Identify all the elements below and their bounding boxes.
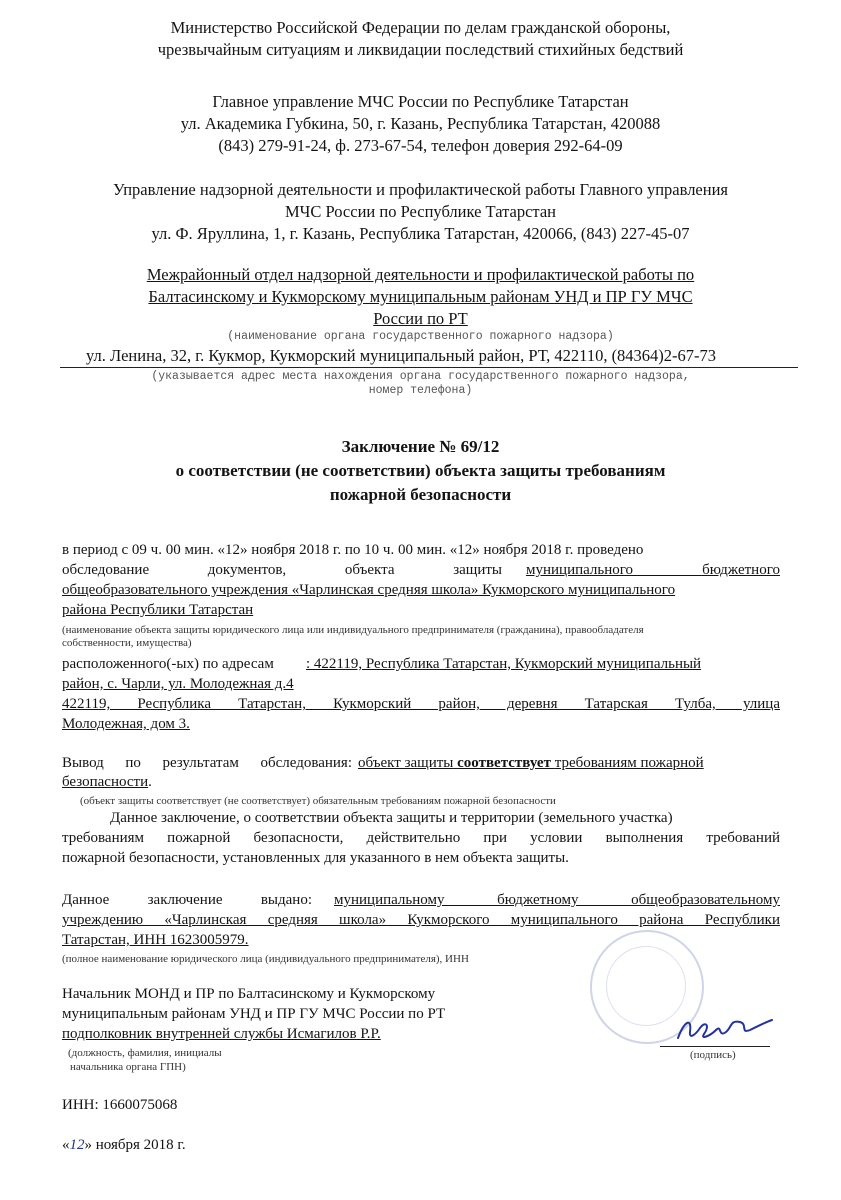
signer-caption-line-1: (должность, фамилия, инициалы <box>68 1047 222 1059</box>
und-line-2: МЧС России по Республике Татарстан <box>284 202 556 221</box>
mond-address-underline <box>60 367 798 368</box>
conclusion-result <box>358 754 704 773</box>
address-1-part-2: район, с. Чарли, ул. Молодежная д.4 <box>62 676 294 692</box>
issued-lead: Данное заключение выдано: <box>62 892 312 908</box>
mond-line-3: России по РТ <box>373 309 468 328</box>
object-name-line-2: общеобразовательного учреждения «Чарлинская средняя школа» Кукморского муниципального <box>62 582 676 598</box>
conclusion-number: Заключение № 69/12 <box>341 437 500 456</box>
und-line-1: Управление надзорной деятельности и профилактической работы Главного управления <box>112 180 729 199</box>
signer-line-3 <box>62 1025 381 1044</box>
gu-phones: (843) 279-91-24, ф. 273-67-54, телефон доверия 292-64-09 <box>218 136 623 155</box>
address-2-line-1: 422119, Республика Татарстан, Кукморский район, деревня Татарская Тулба, улица <box>62 696 780 712</box>
signer-name: подполковник внутренней службы Исмагилов Р.Р. <box>62 1026 381 1042</box>
address-caption-line-1: (указывается адрес места нахождения органа государственного пожарного надзора, <box>151 370 690 383</box>
conclusion-lead: Вывод по результатам обследования: <box>62 755 352 771</box>
mond-address: ул. Ленина, 32, г. Кукмор, Кукморский муниципальный район, РТ, 422110, (84364)2-67-73 <box>86 346 717 365</box>
organization-inn: ИНН: 1660075068 <box>62 1097 178 1113</box>
issued-caption: (полное наименование юридического лица (индивидуального предпринимателя), ИНН <box>62 953 469 965</box>
mond-line-1: Межрайонный отдел надзорной деятельности и профилактической работы по <box>146 265 695 284</box>
conclusion-line-2-text: безопасности <box>62 774 149 790</box>
signer-line-2: муниципальным районам УНД и ПР ГУ МЧС России по РТ <box>62 1006 446 1022</box>
object-caption-line-1: (наименование объекта защиты юридического лица или индивидуального предпринимателя (гражданина), правообладателя <box>62 624 644 636</box>
address-2-line-2: Молодежная, дом 3. <box>62 716 190 732</box>
conclusion-line-2-dot: . <box>148 774 152 790</box>
signature-line <box>660 1046 770 1047</box>
gu-name: Главное управление МЧС России по Республике Татарстан <box>212 92 629 111</box>
gu-address: ул. Академика Губкина, 50, г. Казань, Республика Татарстан, 420088 <box>180 114 661 133</box>
object-name-line-3: района Республики Татарстан <box>62 602 254 618</box>
mond-caption: (наименование органа государственного пожарного надзора) <box>227 330 614 343</box>
conclusion-result-bold: соответствует <box>457 755 551 771</box>
address-caption-line-2: номер телефона) <box>368 384 473 397</box>
validity-line-1: Данное заключение, о соответствии объекта защиты и территории (земельного участка) <box>110 810 673 826</box>
conclusion-result-pre: объект защиты <box>358 755 454 771</box>
inspection-lead: обследование документов, объекта защиты <box>62 562 502 578</box>
issued-to-line-3: Татарстан, ИНН 1623005979. <box>62 932 249 948</box>
mond-line-2: Балтасинскому и Кукморскому муниципальным районам УНД и ПР ГУ МЧС <box>148 287 693 306</box>
object-caption-line-2: собственности, имущества) <box>62 637 192 649</box>
und-address: ул. Ф. Яруллина, 1, г. Казань, Республика Татарстан, 420066, (843) 227-45-07 <box>151 224 690 243</box>
conclusion-title-line-2: о соответствии (не соответствии) объекта защиты требованиям <box>175 461 666 480</box>
located-lead: расположенного(-ых) по адресам <box>62 656 274 672</box>
signer-caption-line-2: начальника органа ГПН) <box>70 1061 186 1073</box>
conclusion-line-2 <box>62 773 152 792</box>
conclusion-caption: (объект защиты соответствует (не соответствует) обязательным требованиям пожарной безопасности <box>80 795 556 807</box>
address-1-part-1: : 422119, Республика Татарстан, Кукморский муниципальный <box>306 656 702 672</box>
issued-to-part-1: муниципальному бюджетному общеобразовательному <box>334 892 780 908</box>
ministry-line-1: Министерство Российской Федерации по делам гражданской обороны, <box>170 18 671 37</box>
issued-to-line-2: учреждению «Чарлинская средняя школа» Кукморского муниципального района Республики <box>62 912 780 928</box>
signature-caption: (подпись) <box>690 1049 736 1061</box>
date-day-handwritten: 12 <box>69 1137 85 1153</box>
date-rest: » ноября 2018 г. <box>84 1137 186 1153</box>
date-open-quote: « <box>62 1137 70 1153</box>
validity-line-2: требованиям пожарной безопасности, действительно при условии выполнения требований <box>62 830 780 846</box>
ministry-line-2: чрезвычайным ситуациям и ликвидации последствий стихийных бедствий <box>157 40 684 59</box>
validity-line-3: пожарной безопасности, установленных для указанного в нем объекта защиты. <box>62 850 569 866</box>
signer-line-1: Начальник МОНД и ПР по Балтасинскому и Кукморскому <box>62 986 436 1002</box>
conclusion-result-post: требованиям пожарной <box>554 755 704 771</box>
period-line: в период с 09 ч. 00 мин. «12» ноября 2018 г. по 10 ч. 00 мин. «12» ноября 2018 г. проведено <box>62 542 644 558</box>
issue-date <box>62 1136 186 1155</box>
handwritten-signature <box>670 1012 780 1046</box>
object-name-part-1: муниципального бюджетного <box>526 562 780 578</box>
conclusion-title-line-3: пожарной безопасности <box>329 485 512 504</box>
